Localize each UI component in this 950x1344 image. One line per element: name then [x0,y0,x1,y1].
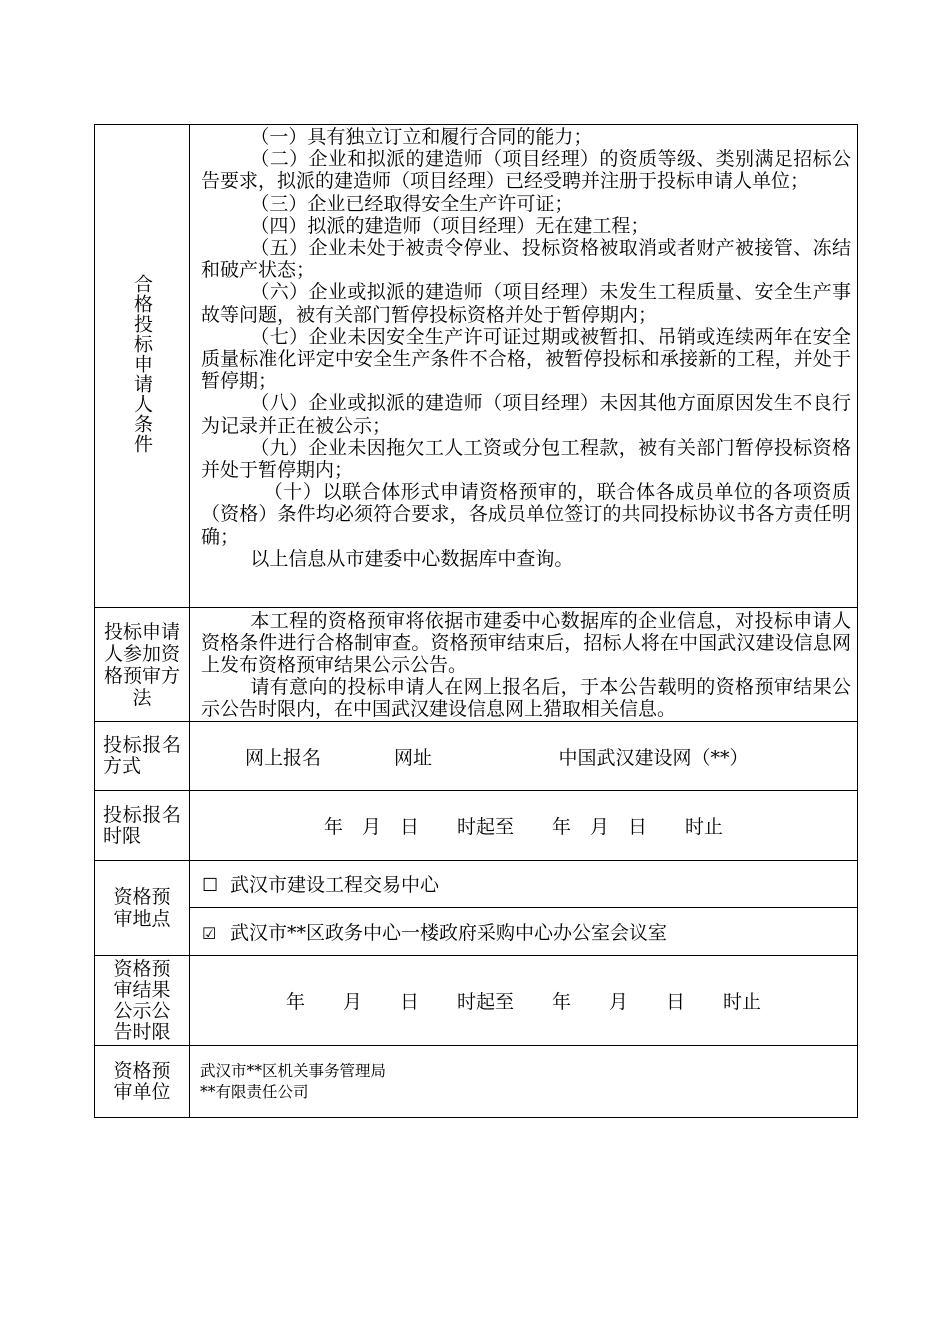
registration-label-cell [95,722,190,791]
result-period-label-cell [95,956,190,1046]
site-value: 中国武汉建设网（**） [558,746,749,769]
site-label: 网址 [393,746,432,769]
method-row [95,608,858,722]
venue-label-cell [95,861,190,956]
result-period-value: 年 月 日 时起至 年 月 日 时止 [190,956,858,1046]
registration-mode: 网上报名 [244,746,321,769]
method-label-cell [95,608,190,722]
condition-item: （五）企业未处于被责令停业、投标资格被取消或者财产被接管、冻结和破产状态； [201,237,851,282]
condition-item: （十）以联合体形式申请资格预审的，联合体各成员单位的各项资质（资格）条件均必须符合要求，各成员单位签订的共同投标协议书各方责任明确； [201,481,851,548]
condition-item: （一）具有独立订立和履行合同的能力； [250,126,593,148]
venue-row [95,861,858,956]
method-label: 投标申请人参加资格预审方法 [103,620,180,709]
unchecked-box-icon: ☐ [202,875,219,897]
registration-label: 投标报名方式 [103,734,181,777]
reg-period-value: 年 月 日 时起至 年 月 日 时止 [190,791,858,861]
condition-item: （七）企业未因安全生产许可证过期或被暂扣、吊销或连续两年在安全质量标准化评定中安全生产条件不合格，被暂停投标和承接新的工程，并处于暂停期； [201,325,851,393]
condition-item: （四）拟派的建造师（项目经理）无在建工程； [250,214,650,237]
reg-period-label: 投标报名时限 [103,803,181,847]
result-period-label: 资格预审结果公示公告时限 [113,957,171,1043]
prequalification-form [94,124,858,1118]
unit-line: **有限责任公司 [200,1082,309,1101]
qualification-label: 合格投标申请人条件 [131,273,153,454]
condition-note: 以上信息从市建委中心数据库中查询。 [250,547,574,570]
method-paragraph: 请有意向的投标申请人在网上报名后，于本公告载明的资格预审结果公示公告时限内，在中国武汉建设信息网上猎取相关信息。 [201,675,851,720]
venue-option-text: 武汉市**区政务中心一楼政府采购中心办公室会议室 [230,921,668,944]
unit-label: 资格预审单位 [113,1059,171,1103]
result-period-row [95,956,858,1046]
qualification-row [95,125,858,608]
method-paragraph: 本工程的资格预审将依据市建委中心数据库的企业信息，对投标申请人资格条件进行合格制审查。资格预审结束后，招标人将在中国武汉建设信息网上发布资格预审结果公示公告。 [201,609,851,676]
reg-period-label-cell [95,791,190,861]
method-text [190,608,858,722]
condition-item: （九）企业未因拖欠工人工资或分包工程款，被有关部门暂停投标资格并处于暂停期内； [201,436,851,482]
condition-item: （三）企业已经取得安全生产许可证； [250,192,574,215]
registration-detail [190,722,858,791]
checked-box-icon: ☑ [202,923,217,943]
qualification-label-cell [95,125,190,608]
condition-item: （二）企业和拟派的建造师（项目经理）的资质等级、类别满足招标公告要求，拟派的建造师（项目经理）已经受聘并注册于投标申请人单位； [201,148,851,193]
unit-label-cell [95,1046,190,1118]
registration-row [95,722,858,791]
venue-options [190,861,858,956]
unit-row [95,1046,858,1118]
condition-item: （六）企业或拟派的建造师（项目经理）未发生工程质量、安全生产事故等问题，被有关部门暂停投标资格并处于暂停期内； [201,281,851,326]
reg-period-row [95,791,858,861]
venue-option [190,861,857,907]
qualification-conditions [190,125,858,608]
unit-line: 武汉市**区机关事务管理局 [200,1061,387,1080]
venue-option-text: 武汉市建设工程交易中心 [230,874,440,897]
venue-label: 资格预审地点 [113,886,171,930]
venue-option [190,907,857,955]
condition-item: （八）企业或拟派的建造师（项目经理）未因其他方面原因发生不良行为记录并正在被公示； [201,392,851,437]
unit-value [190,1046,858,1118]
